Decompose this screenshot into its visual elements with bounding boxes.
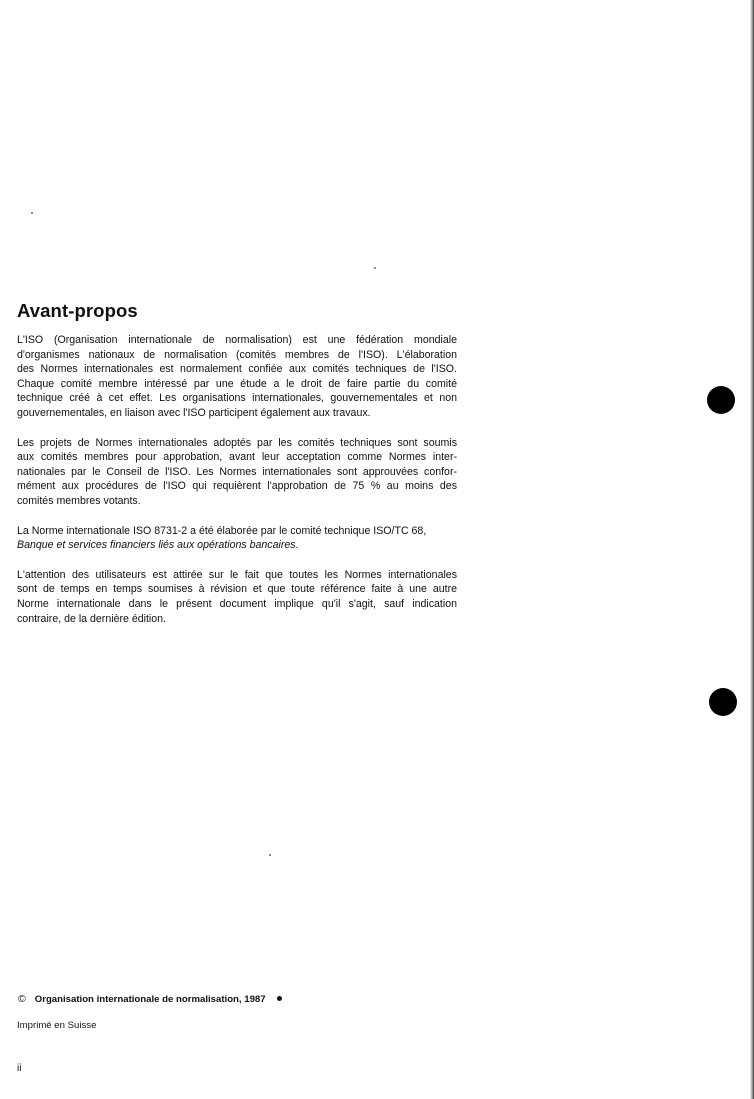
text-line: d'organismes nationaux de normalisation (comités membres de l'ISO). L'élaboration [17, 348, 457, 361]
punch-hole [709, 688, 737, 716]
text-line: aux comités membres pour approbation, avant leur acceptation comme Normes inter- [17, 451, 457, 464]
text-line: gouvernementales, en liaison avec l'ISO participent également aux travaux. [17, 406, 371, 419]
copyright-notice [18, 993, 282, 1005]
text-line: sont de temps en temps soumises à révision et que toute référence faite à une autre [17, 583, 457, 596]
copyright-text: Organisation internationale de normalisation, 1987 [34, 994, 266, 1005]
scan-speck [374, 267, 376, 269]
page-edge-shadow [750, 0, 754, 1099]
text-line: nationales par le Conseil de l'ISO. Les Normes internationales sont approuvées confor- [17, 465, 457, 478]
paragraph-revision-notice [17, 568, 457, 626]
scan-speck [269, 854, 271, 856]
text-line: mément aux procédures de l'ISO qui requièrent l'approbation de 75 % au moins des [17, 480, 457, 493]
text-line [17, 538, 457, 553]
page-number: ii [17, 1063, 22, 1074]
page-title: Avant-propos [17, 300, 138, 321]
committee-title: Banque et services financiers liés aux opérations bancaires [17, 539, 296, 552]
paragraph-iso-intro [17, 333, 457, 421]
text-line: L'attention des utilisateurs est attirée sur le fait que toutes les Normes internationales [17, 568, 457, 581]
bullet-dot [277, 996, 282, 1001]
paragraph-approval [17, 436, 457, 509]
punch-hole [707, 386, 735, 414]
printed-in: Imprimé en Suisse [17, 1020, 97, 1031]
foreword-body [17, 333, 457, 641]
text-line: L'ISO (Organisation internationale de normalisation) est une fédération mondiale [17, 334, 457, 346]
text-line: des Normes internationales est normalement confiée aux comités techniques de l'ISO. [17, 363, 457, 376]
paragraph-standard-origin [17, 524, 457, 553]
sentence-end: . [295, 539, 299, 552]
text-line: La Norme internationale ISO 8731-2 a été élaborée par le comité technique ISO/TC 68, [17, 524, 427, 537]
text-line: Chaque comité membre intéressé par une étude a le droit de faire partie du comité [17, 377, 457, 390]
text-line: technique créé à cet effet. Les organisations internationales, gouvernementales et non [17, 392, 457, 405]
text-line: contraire, de la dernière édition. [17, 612, 166, 625]
text-line: comités membres votants. [17, 494, 141, 507]
text-line: Norme internationale dans le présent document implique qu'il s'agit, sauf indication [17, 597, 457, 610]
scan-speck [31, 212, 33, 214]
text-line: Les projets de Normes internationales adoptés par les comités techniques sont soumis [17, 436, 457, 449]
copyright-symbol: © [18, 993, 26, 1005]
